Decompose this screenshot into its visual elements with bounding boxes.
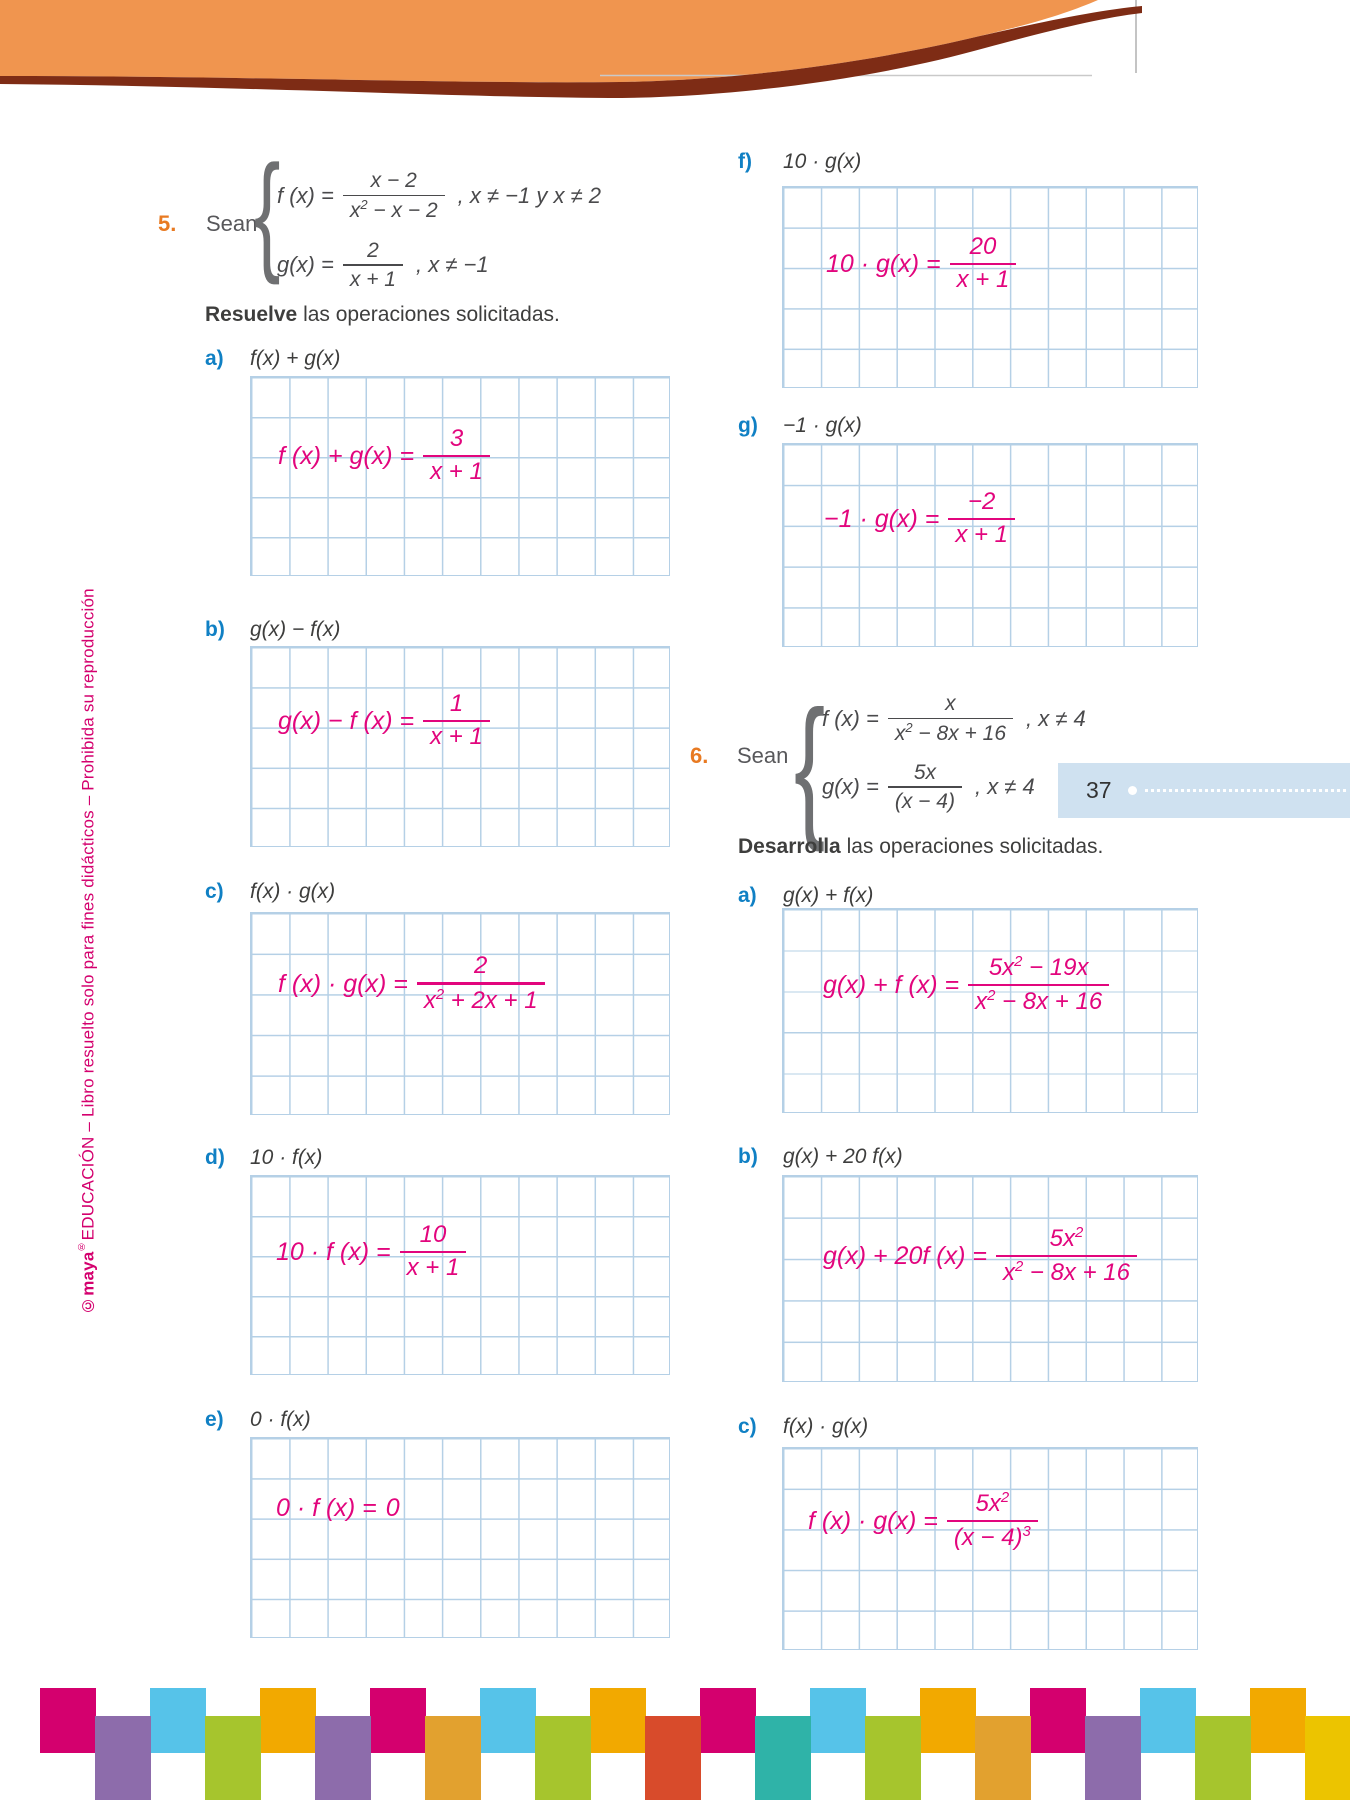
fraction xyxy=(417,953,545,1014)
item-expression: 10 · f(x) xyxy=(250,1146,323,1169)
fraction xyxy=(343,239,403,292)
answer-lhs: 10 · g(x) = xyxy=(826,249,941,278)
item-expression: 0 · f(x) xyxy=(250,1408,311,1431)
fraction-denominator: x + 1 xyxy=(430,723,483,751)
item-expression: 10 · g(x) xyxy=(783,150,862,173)
fraction xyxy=(947,1490,1038,1552)
page-number: 37 xyxy=(1086,777,1112,803)
domain-condition: , x ≠ 4 xyxy=(974,774,1035,799)
fraction-numerator: $5x^2$ xyxy=(975,1489,1010,1517)
item-expression: g(x) − f(x) xyxy=(250,618,341,641)
fraction-bar xyxy=(888,718,1013,720)
footer-color-block-top xyxy=(1250,1688,1306,1753)
answer-equation xyxy=(823,943,1109,1027)
fraction-bar xyxy=(968,984,1109,987)
item-expression: g(x) + f(x) xyxy=(783,884,874,907)
item-label: a) xyxy=(738,884,757,907)
item-label: c) xyxy=(738,1415,757,1438)
fraction-numerator: −2 xyxy=(967,487,996,515)
function-lhs: f (x) = xyxy=(822,706,879,731)
fraction-numerator: $5x^2$ xyxy=(1049,1224,1084,1252)
fraction-numerator: 10 xyxy=(419,1220,447,1248)
footer-color-block-bottom xyxy=(95,1716,151,1800)
footer-color-block-top xyxy=(150,1688,206,1753)
answer-equation xyxy=(278,942,545,1026)
fraction-numerator: 5x xyxy=(913,760,936,784)
page-number-tab xyxy=(1058,763,1350,818)
fraction-bar xyxy=(423,720,490,723)
fraction-denominator: x + 1 xyxy=(349,267,396,291)
fraction-denominator: $x^2 + 2x + 1$ xyxy=(423,986,538,1014)
item-expression: −1 · g(x) xyxy=(783,414,862,437)
fraction-bar xyxy=(417,982,545,985)
fraction-numerator: 3 xyxy=(449,424,464,452)
item-label: d) xyxy=(205,1146,225,1169)
answer-grid xyxy=(782,908,1198,1113)
fraction-bar xyxy=(950,263,1017,266)
answer-grid xyxy=(250,646,670,847)
answer-lhs: f (x) · g(x) = xyxy=(278,969,408,998)
fraction-numerator: 20 xyxy=(969,232,997,260)
footer-color-block-bottom xyxy=(645,1716,701,1800)
item-label: f) xyxy=(738,150,752,173)
item-label: c) xyxy=(205,880,224,903)
fraction-denominator: x + 1 xyxy=(955,521,1009,549)
answer-equation xyxy=(824,477,1015,561)
answer-lhs: −1 · g(x) = xyxy=(824,504,940,533)
answer-grid xyxy=(782,186,1198,388)
fraction xyxy=(968,954,1109,1016)
footer-color-block-bottom xyxy=(425,1716,481,1800)
footer-color-block-top xyxy=(590,1688,646,1753)
answer-grid xyxy=(782,1447,1198,1650)
problem6-instruction: Desarrolla las operaciones solicitadas. xyxy=(738,835,1104,858)
fraction xyxy=(950,234,1017,294)
fraction-numerator: x xyxy=(945,692,956,716)
footer-color-block-bottom xyxy=(1085,1716,1141,1800)
function-lhs: g(x) = xyxy=(277,252,334,277)
answer-grid xyxy=(250,1437,670,1638)
fraction-denominator: $x^2 - 8x + 16$ xyxy=(894,720,1006,746)
function-definition xyxy=(822,750,1035,824)
fraction-denominator: $x^2 - 8x + 16$ xyxy=(975,988,1103,1016)
footer-color-block-top xyxy=(370,1688,426,1753)
fraction-denominator: x + 1 xyxy=(430,458,483,486)
copyright-text: EDUCACIÓN – Libro resuelto solo para fines didácticos – Prohibida su reproducción xyxy=(78,588,98,1241)
item-label: b) xyxy=(205,618,225,641)
problem5-instruction: Resuelve las operaciones solicitadas. xyxy=(205,303,560,326)
footer-color-block-bottom xyxy=(205,1716,261,1800)
fraction-bar xyxy=(996,1255,1137,1258)
item-expression: f(x) + g(x) xyxy=(250,347,341,370)
answer-grid xyxy=(250,1175,670,1375)
fraction xyxy=(996,1225,1137,1287)
fraction-denominator: (x − 4) xyxy=(894,789,955,813)
footer-color-block-top xyxy=(40,1688,96,1753)
footer-color-block-bottom xyxy=(1195,1716,1251,1800)
fraction-bar xyxy=(343,195,445,197)
fraction-bar xyxy=(343,264,403,266)
footer-color-block-top xyxy=(260,1688,316,1753)
answer-grid xyxy=(250,376,670,576)
fraction-bar xyxy=(948,518,1015,521)
problem5-intro: Sean xyxy=(206,211,258,236)
answer-lhs: g(x) − f (x) = xyxy=(278,706,415,735)
header-orange-band xyxy=(0,0,1098,82)
fraction-denominator: $x^2 - 8x + 16$ xyxy=(1002,1259,1130,1287)
problem6-number: 6. xyxy=(690,743,709,768)
function-definition xyxy=(277,158,601,234)
fraction-numerator: 2 xyxy=(367,238,379,262)
fraction-bar xyxy=(400,1251,467,1254)
problem6-intro: Sean xyxy=(737,743,789,768)
domain-condition: , x ≠ −1 xyxy=(415,252,489,277)
tab-dot-icon xyxy=(1128,786,1137,795)
fraction-bar xyxy=(888,786,962,788)
item-label: e) xyxy=(205,1408,224,1431)
footer-color-block-top xyxy=(1140,1688,1196,1753)
answer-rhs: 0 xyxy=(385,1493,400,1522)
footer-color-block-bottom xyxy=(315,1716,371,1800)
footer-color-block-bottom xyxy=(535,1716,591,1800)
problem5-number: 5. xyxy=(158,211,177,236)
item-expression: f(x) · g(x) xyxy=(250,880,336,903)
tab-dotted-rule xyxy=(1145,789,1346,792)
answer-equation xyxy=(826,222,1016,306)
fraction-numerator: 1 xyxy=(449,689,464,717)
footer-color-block-top xyxy=(920,1688,976,1753)
fraction-numerator: x − 2 xyxy=(370,169,417,193)
fraction-numerator: 2 xyxy=(474,952,488,980)
footer-color-block-bottom xyxy=(1305,1716,1350,1800)
answer-grid xyxy=(782,443,1198,647)
fraction-denominator: x + 1 xyxy=(956,266,1010,294)
answer-equation xyxy=(278,414,490,498)
header-decoration xyxy=(0,0,1350,115)
item-label: g) xyxy=(738,414,758,437)
answer-equation xyxy=(823,1214,1137,1298)
function-definition xyxy=(822,680,1086,758)
answer-lhs: 0 · f (x) = xyxy=(276,1493,377,1522)
footer-color-block-bottom xyxy=(755,1716,811,1800)
fraction-denominator: x + 1 xyxy=(406,1254,460,1282)
copyright-sidebar xyxy=(76,470,99,1315)
answer-lhs: f (x) · g(x) = xyxy=(808,1506,938,1535)
fraction xyxy=(423,691,490,751)
answer-lhs: g(x) + f (x) = xyxy=(823,970,960,999)
answer-equation xyxy=(808,1479,1038,1563)
brand-name: ©maya xyxy=(78,1251,98,1315)
item-label: a) xyxy=(205,347,224,370)
answer-equation xyxy=(276,1491,400,1525)
answer-grid xyxy=(782,1175,1198,1382)
fraction xyxy=(423,426,490,486)
answer-lhs: g(x) + 20f (x) = xyxy=(823,1241,987,1270)
fraction xyxy=(888,692,1013,746)
fraction xyxy=(888,761,962,814)
answer-lhs: f (x) + g(x) = xyxy=(278,441,415,470)
fraction xyxy=(400,1222,467,1282)
answer-equation xyxy=(276,1210,466,1294)
footer-color-block-top xyxy=(700,1688,756,1753)
fraction-denominator: $(x - 4)^3$ xyxy=(953,1524,1031,1552)
footer-color-block-top xyxy=(1030,1688,1086,1753)
item-expression: f(x) · g(x) xyxy=(783,1415,869,1438)
item-expression: g(x) + 20 f(x) xyxy=(783,1145,903,1168)
answer-lhs: 10 · f (x) = xyxy=(276,1237,391,1266)
footer-color-block-bottom xyxy=(865,1716,921,1800)
problem6-brace: { xyxy=(794,679,826,853)
footer-color-block-top xyxy=(810,1688,866,1753)
answer-equation xyxy=(278,679,490,763)
fraction-denominator: $x^2 - x - 2$ xyxy=(349,197,438,223)
fraction xyxy=(948,489,1015,549)
function-lhs: g(x) = xyxy=(822,774,879,799)
footer-color-block-bottom xyxy=(975,1716,1031,1800)
fraction-bar xyxy=(947,1520,1038,1523)
function-lhs: f (x) = xyxy=(277,183,334,208)
fraction-bar xyxy=(423,455,490,458)
registered-mark: ® xyxy=(76,1240,87,1252)
answer-grid xyxy=(250,912,670,1115)
domain-condition: , x ≠ −1 y x ≠ 2 xyxy=(457,183,602,208)
function-definition xyxy=(277,230,489,300)
problem5-brace: { xyxy=(254,138,281,285)
fraction xyxy=(343,169,445,223)
fraction-numerator: $5x^2 - 19x$ xyxy=(988,953,1089,981)
item-label: b) xyxy=(738,1145,758,1168)
domain-condition: , x ≠ 4 xyxy=(1026,706,1086,731)
footer-color-block-top xyxy=(480,1688,536,1753)
